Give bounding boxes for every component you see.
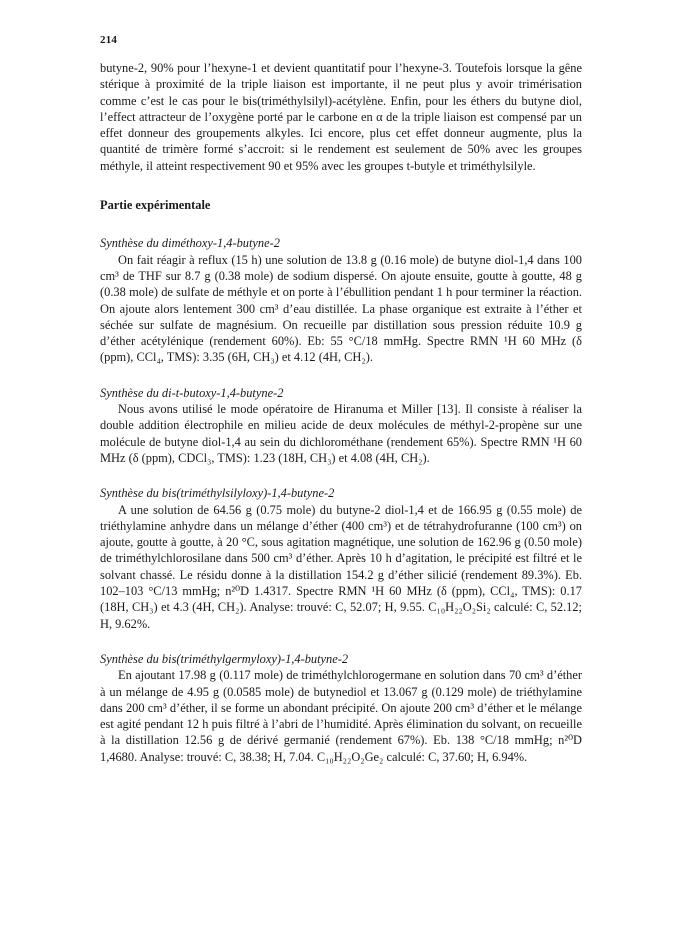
synthesis-body: A une solution de 64.56 g (0.75 mole) du butyne-2 diol-1,4 et de 166.95 g (0.55 mole) de triéthylamine anhydre dans un mélange d’éther (400 cm³) et de tétrahydrofuranne (100 cm³) on ajoute, goutte à goutte, à 20 °C, sous agitation magnétique, une solution de 162.96 g (0.50 mole) de triméthylchlorosilane dans 500 cm³ d’éther. Après 10 h d’agitation, le précipité est filtré et le solvant chassé. Le résidu donne à la distillation 154.2 g d’éther silicié (rendement 89.3%). Eb. 102–103 °C/13 mmHg; n²⁰D 1.4317. Spectre RMN ¹H 60 MHz (δ (ppm), CCl₄, TMS): 0.17 (18H, CH₃) et 4.3 (4H, CH₂). Analyse: trouvé: C, 52.07; H, 9.55. C₁₀H₂₂O₂Si₂ calculé: C, 52.12; H, 9.62%. (100, 502, 582, 631)
synthesis-body: On fait réagir à reflux (15 h) une solution de 13.8 g (0.16 mole) de butyne diol-1,4 dans 100 cm³ de THF sur 8.7 g (0.38 mole) de sodium dispersé. On ajoute ensuite, goutte à goutte, 48 g (0.38 mole) de sulfate de méthyle et on porte à l’ébullition pendant 1 h pour terminer la réaction. On ajoute alors lentement 300 cm³ d’eau distillée. La phase organique est extraite à l’éther et séchée sur sulfate de magnésium. On recueille par distillation sous pression réduite 10.9 g d’éther acétylénique (rendement 60%). Eb: 55 °C/18 mmHg. Spectre RMN ¹H 60 MHz (δ (ppm), CCl₄, TMS): 3.35 (6H, CH₃) et 4.12 (4H, CH₂). (100, 252, 582, 365)
page-number: 214 (100, 34, 118, 46)
synthesis-block-dimethoxy (100, 235, 582, 365)
synthesis-body: En ajoutant 17.98 g (0.117 mole) de triméthylchlorogermane en solution dans 70 cm³ d’éther à un mélange de 4.95 g (0.0585 mole) de butynediol et 13.067 g (0.129 mole) de triéthylamine dans 200 cm³ d’éther, il se forme un abondant précipité. On ajoute 200 cm³ d’éther et le mélange est agité pendant 12 h puis filtré à l’abri de l’humidité. Après élimination du solvant, on recueille à la distillation 12.56 g de dérivé germanié (rendement 67%). Eb. 138 °C/18 mmHg; n²⁰D 1,4680. Analyse: trouvé: C, 38.38; H, 7.04. C₁₀H₂₂O₂Ge₂ calculé: C, 37.60; H, 6.94%. (100, 668, 582, 764)
synthesis-body: Nous avons utilisé le mode opératoire de Hiranuma et Miller [13]. Il consiste à réaliser la double addition électrophile en milieu acide de deux molécules de méthyl-2-propène sur une molécule de butyne diol-1,4 au sein du dichlorométhane (rendement 65%). Spectre RMN ¹H 60 MHz (δ (ppm), CDCl₃, TMS): 1.23 (18H, CH₃) et 4.08 (4H, CH₂). (100, 402, 582, 465)
synthesis-title: Synthèse du bis(triméthylsilyloxy)-1,4-butyne-2 (100, 486, 335, 501)
synthesis-title: Synthèse du diméthoxy-1,4-butyne-2 (100, 236, 280, 251)
synthesis-block-trimethylsilyloxy (100, 485, 582, 632)
synthesis-block-trimethylgermyloxy (100, 651, 582, 765)
synthesis-block-di-t-butoxy (100, 385, 582, 466)
intro-paragraph: butyne-2, 90% pour l’hexyne-1 et devient quantitatif pour l’hexyne-3. Toutefois lorsque la gêne stérique à proximité de la triple liaison est importante, il ne peut plus y avoir trimérisation comme c’est le cas pour le bis(triméthylsilyl)-acétylène. Enfin, pour les éthers du butyne diol, l’effect attracteur de l’oxygène porté par le carbone en α de la triple liaison est compensé par un effet donneur des groupements alkyles. Ici encore, plus cet effet donneur augmente, plus la quantité de trimère formé s’accroit: si le rendement est seulement de 50% avec les groupes méthyle, il atteint respectivement 90 et 95% avec les groupes t-butyle et triméthylsilyle. (100, 61, 582, 173)
text-column (100, 60, 582, 784)
synthesis-title: Synthèse du di-t-butoxy-1,4-butyne-2 (100, 385, 284, 400)
section-heading: Partie expérimentale (100, 198, 211, 213)
synthesis-title: Synthèse du bis(triméthylgermyloxy)-1,4-butyne-2 (100, 651, 349, 666)
